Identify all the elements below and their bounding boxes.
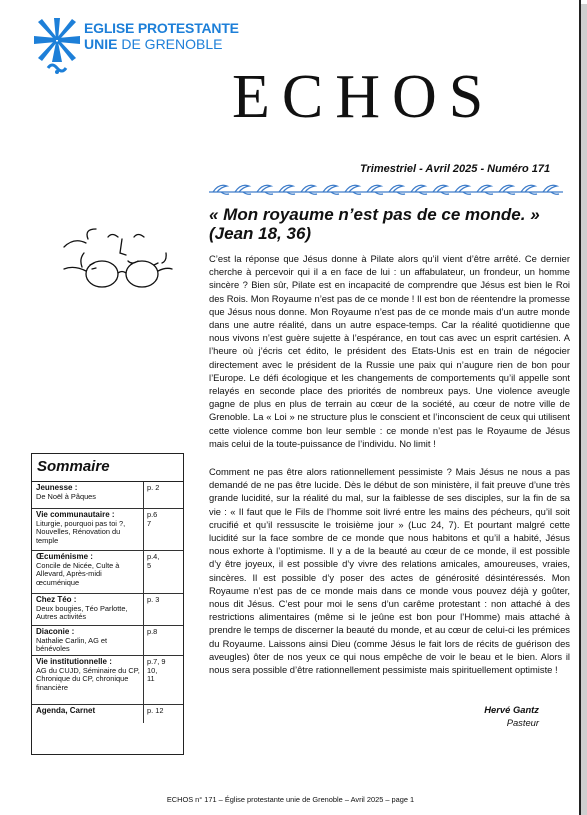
ornament-leaf: [257, 185, 273, 194]
toc-page-ref: p. 3: [147, 595, 160, 604]
author-role-text: Pasteur: [506, 717, 539, 728]
logo-line-1: EGLISE PROTESTANTE: [84, 20, 239, 36]
editorial-paragraph-2: Comment ne pas être alors rationnellement pessimiste ? Mais Jésus ne nous a pas demandé de ne pas être lucide. Dès le début de son ministère, il fait preuve d’une très grande lucidité, sur la réalité du mal, sur la faiblesse de ses disciples, sur la fin de sa vie : « Il faut que le Fils de l’homme soit livré entre les mains des pécheurs, qu’il soit crucifié et qu’il ressuscite le troisième jour » (Luc 24, 7). Et pourtant malgré cette lucidité sur la face sombre de ce monde que nous habitons et qu’il a habité, Jésus nous exhorte à l’optimisme. Il y a de la beauté au cœur de ce monde, il est possible d’y être joyeux, il est possible d’y vivre des relations amicales, amoureuses, vraies, sincères. Il est possible d’y poser des actes de générosité désintéressés. Mon Royaume n’est pas de ce monde mais dans ce monde vous pouvez déjà y goûter, nous dit Jésus. C’est pour moi le sens d’un carême protestant : non attaché à des restrictions alimentaires (même si le jeûne est bon pour l’Homme) mais attaché à prendre le temps de discerner la beauté du monde, et au cœur de celui-ci les prémices du Royaume. Laissons ainsi Dieu (comme Jésus le fait lors de récits de guérison des aveugles) ôter de nos yeux ce qui nous empêche de voir le beau et le bien. Alors il nous sera possible d’être rationnellement pessimiste mais spirituellement optimiste !: [209, 466, 570, 676]
toc-page-ref: p.7, 9 10, 11: [147, 657, 166, 684]
ornament-leaf: [345, 185, 361, 194]
toc-row[interactable]: [32, 705, 183, 723]
table-of-contents: [31, 453, 184, 755]
toc-row[interactable]: [32, 656, 183, 705]
toc-entry: [32, 705, 144, 723]
toc-section-topics: Deux bougies, Téo Parlotte, Autres activités: [36, 603, 128, 622]
toc-page-ref: p. 12: [147, 706, 164, 715]
toc-section-heading: Chez Téo :: [36, 595, 77, 604]
toc-entry: [32, 656, 144, 704]
ornament-leaf: [213, 185, 229, 194]
toc-entry: [32, 594, 144, 625]
author-name: Hervé Gantz: [484, 704, 539, 715]
decorative-leaf-border-icon: [207, 182, 565, 196]
signature: [484, 703, 539, 729]
toc-entry: [32, 509, 144, 550]
toc-page-ref: p.4, 5: [147, 552, 160, 570]
toc-page-ref: p.6 7: [147, 510, 158, 528]
ornament-leaf: [389, 185, 405, 194]
toc-section-heading: Agenda, Carnet: [36, 706, 96, 715]
editorial-paragraph-1: C’est la réponse que Jésus donne à Pilate alors qu’il vient d’être arrêté. Ce dernier cherche à percevoir qui il a en face de lui : un affabulateur, un frondeur, un homme sincère ? Bien sûr, Pilate est en incapacité de comprendre que Jésus est bien le Roi des Rois. Mon Royaume n’est pas de ce monde ! Il est bon de réentendre la promesse que Jésus nous donne. Mon Royaume n’est pas de ce monde mais d’un autre monde dans une autre réalité, dans un autre espace-temps. Car la réalité quotidienne que nous vivons n’est guère sujette à l’espérance, en tout cas avec un esprit cartésien. A l’heure où j’écris cet édito, le président des Etats-Unis est en train de négocier directement avec le président de la Russie une paix qui n’augure rien de bon pour l’Europe. Le défi écologique et les changements de comportements qu’il appelle sont relayés en seconde place des priorités de nombreux pays. Une violence aveugle gagne de plus en plus de terrain au cœur de la société, au cœur de notre ville de Grenoble. La « Loi » ne structure plus le conscient et l’inconscient de ceux qui utilisent cette violence comme bon leur semble : ce monde n’est pas le Royaume de Jésus mais celui de la toute-puissance de l’individu. No limit !: [209, 253, 570, 449]
toc-section-heading: Œcuménisme :: [36, 552, 93, 561]
toc-entry: [32, 551, 144, 593]
face-with-glasses-illustration: [62, 227, 174, 295]
logo-line-2-bold: UNIE: [84, 36, 118, 52]
toc-entry: [32, 482, 144, 508]
toc-section-heading: Jeunesse :: [36, 483, 78, 492]
ornament-leaf: [367, 185, 383, 194]
toc-row[interactable]: [32, 551, 183, 594]
toc-page-ref: p.8: [147, 627, 158, 636]
toc-section-topics: De Noël à Pâques: [36, 491, 96, 501]
toc-rows: [32, 482, 183, 723]
toc-row[interactable]: [32, 482, 183, 509]
author-role: [484, 716, 539, 729]
ornament-leaf: [235, 185, 251, 194]
ornament-leaf: [323, 185, 339, 194]
toc-row[interactable]: [32, 626, 183, 656]
ornament-leaf: [543, 185, 559, 194]
toc-page-ref: p. 2: [147, 483, 160, 492]
toc-title: Sommaire: [32, 454, 183, 482]
toc-section-topics: AG du CUJD, Séminaire du CP, Chronique du CP, chronique financière: [36, 665, 140, 692]
ornament-leaf: [411, 185, 427, 194]
toc-section-topics: Liturgie, pourquoi pas toi ?, Nouvelles, Rénovation du temple: [36, 518, 126, 545]
ornament-leaf: [301, 185, 317, 194]
toc-row[interactable]: [32, 594, 183, 626]
ornament-leaf: [455, 185, 471, 194]
ornament-leaf: [433, 185, 449, 194]
ornament-leaf: [521, 185, 537, 194]
masthead-title: ECHOS: [232, 63, 496, 131]
toc-section-heading: Vie communautaire :: [36, 510, 115, 519]
toc-entry: [32, 626, 144, 655]
logo-line-2: [84, 36, 222, 52]
editorial-headline: « Mon royaume n’est pas de ce monde. » (Jean 18, 36): [209, 205, 540, 243]
issue-line: Trimestriel - Avril 2025 - Numéro 171: [360, 163, 551, 175]
ornament-leaf: [499, 185, 515, 194]
ornament-leaf: [477, 185, 493, 194]
church-logo: [32, 16, 239, 76]
page-shadow: [581, 4, 587, 815]
toc-row[interactable]: [32, 509, 183, 551]
page-footer: ECHOS n° 171 – Église protestante unie de Grenoble – Avril 2025 – page 1: [166, 795, 415, 804]
toc-section-heading: Vie institutionnelle :: [36, 657, 112, 666]
toc-section-topics: Concile de Nicée, Culte à Allevard, Après-midi œcuménique: [36, 560, 120, 587]
cross-logo-icon: [32, 16, 82, 76]
logo-line-2-rest: DE GRENOBLE: [117, 36, 223, 52]
ornament-leaf: [279, 185, 295, 194]
toc-section-heading: Diaconie :: [36, 627, 75, 636]
toc-section-topics: Nathalie Carlin, AG et bénévoles: [36, 635, 108, 654]
